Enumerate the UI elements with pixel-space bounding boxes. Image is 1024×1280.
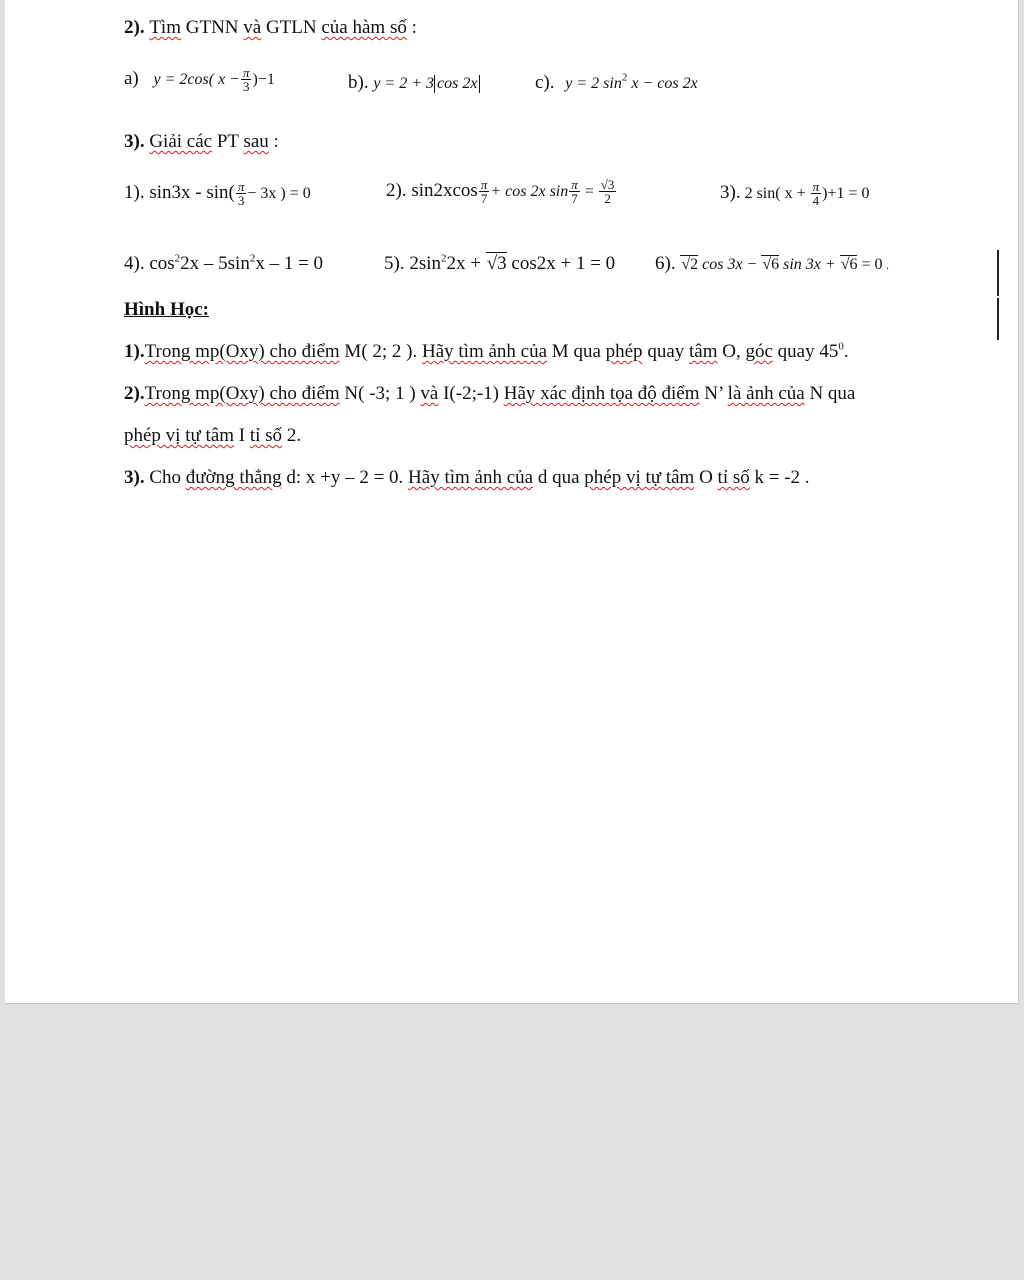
problem-text: Trong mp(Oxy) cho điểm [144, 341, 340, 362]
superscript: 2 [249, 252, 256, 265]
square-root: √6 [762, 256, 780, 273]
title-word: Giải các [149, 131, 213, 152]
superscript: 2 [621, 71, 628, 84]
math-text: = 0 [857, 256, 883, 273]
math-text: + cos 2x sin [490, 182, 569, 200]
math-text: cos2x + 1 = 0 [506, 253, 616, 274]
square-root: √6 [840, 256, 858, 273]
math-text: sin 3x + [779, 256, 840, 273]
problem-text: đường thẳng [185, 467, 282, 488]
problem-text: N qua [804, 383, 856, 404]
period: . [882, 257, 890, 272]
title-word: sau [243, 131, 269, 152]
geometry-problem-3 [124, 467, 810, 489]
math-text: cos 3x − [698, 256, 762, 273]
problem-number: 3). [124, 467, 145, 488]
problem-text: O [694, 467, 718, 488]
equation-2 [386, 178, 617, 205]
title-text: : [406, 17, 417, 38]
numerator: √3 [600, 177, 615, 192]
section-3-title [124, 131, 279, 153]
problem-text: phép vị tự tâm [124, 425, 235, 446]
math-text: x – 1 = 0 [255, 253, 324, 274]
text-cursor [997, 250, 999, 296]
fraction [479, 178, 490, 205]
problem-text: và [420, 383, 439, 404]
problem-text: N( -3; 1 ) [339, 383, 421, 404]
item-label: 1). [124, 181, 145, 203]
problem-text: là ảnh của [727, 383, 805, 404]
problem-number: 1). [124, 341, 145, 362]
math-text: y = 2cos( x − [153, 70, 240, 88]
problem-text: quay [642, 341, 689, 362]
geometry-problem-1 [124, 341, 849, 363]
problem-text: quay 45 [772, 341, 839, 362]
fraction [236, 180, 247, 207]
problem-text: Cho [144, 467, 186, 488]
title-text: GTLN [261, 17, 322, 38]
problem-text: N’ [699, 383, 728, 404]
item-label: c). [535, 72, 555, 93]
equation-3 [720, 180, 870, 207]
problem-text: d: x +y – 2 = 0. [281, 467, 409, 488]
problem-text: M qua [547, 341, 606, 362]
problem-text: phép vị tự tâm [584, 467, 695, 488]
denominator: 3 [242, 79, 250, 94]
math-text: 2sin [404, 253, 442, 274]
problem-text: tâm [689, 341, 718, 362]
problem-text: 2. [282, 425, 302, 446]
section-2-title [124, 17, 417, 39]
item-label: 6). [655, 253, 676, 274]
problem-number: 2). [124, 383, 145, 404]
fraction [811, 180, 822, 207]
problem-text: I(-2;-1) [438, 383, 504, 404]
square-root: √2 [681, 256, 699, 273]
problem-text: . [843, 341, 849, 362]
denominator: 2 [604, 191, 611, 206]
title-text: : [268, 131, 279, 152]
title-text: GTNN [181, 17, 244, 38]
geometry-problem-2 [124, 383, 855, 405]
math-text: 2x + [446, 253, 486, 274]
section-number: 3). [124, 131, 150, 152]
item-label: 2). [386, 179, 407, 201]
equation-5 [384, 253, 615, 275]
title-word: của hàm số [321, 17, 407, 38]
equation-4 [124, 253, 323, 275]
absolute-value: cos 2x [434, 75, 480, 93]
numerator: π [480, 177, 488, 192]
problem-text: O, [717, 341, 746, 362]
item-label: 5). [384, 253, 405, 274]
problem-text: Trong mp(Oxy) cho điểm [144, 383, 340, 404]
math-text: y = 2 sin [565, 75, 622, 92]
function-b [348, 72, 480, 94]
problem-text: góc [745, 341, 773, 362]
problem-text: Hãy tìm ảnh của [408, 467, 534, 488]
geometry-problem-2-cont [124, 425, 301, 447]
function-c [535, 72, 698, 94]
function-a [124, 66, 275, 93]
math-text: sin2xcos [406, 179, 478, 201]
text-cursor [997, 298, 999, 340]
math-text: x − cos 2x [627, 75, 698, 92]
fraction [599, 178, 617, 205]
math-text: sin3x - sin( [144, 181, 235, 203]
superscript: 0 [838, 340, 844, 353]
item-label: a) [124, 67, 139, 89]
math-text: 2x – 5sin [180, 253, 250, 274]
item-label: b). [348, 72, 369, 93]
problem-text: tỉ số [249, 425, 283, 446]
math-text: )−1 [252, 70, 275, 88]
numerator: π [812, 179, 820, 194]
title-text: PT [212, 131, 244, 152]
math-text: − 3x ) = 0 [247, 184, 311, 202]
item-label: 4). [124, 253, 145, 274]
denominator: 7 [571, 191, 578, 206]
math-text: cos [144, 253, 175, 274]
denominator: 3 [237, 193, 245, 208]
math-text: 2 sin( x + [740, 184, 810, 202]
fraction [241, 66, 252, 93]
equation-6 [655, 253, 889, 275]
problem-text: Hãy xác định tọa độ điểm [503, 383, 700, 404]
problem-text: k = -2 . [749, 467, 810, 488]
problem-text: M( 2; 2 ). [339, 341, 422, 362]
problem-text: phép [605, 341, 643, 362]
denominator: 4 [812, 193, 820, 208]
problem-text: Hãy tìm ảnh của [422, 341, 548, 362]
math-text: = [580, 182, 598, 200]
superscript: 2 [174, 252, 181, 265]
superscript: 2 [441, 252, 447, 265]
section-number: 2). [124, 17, 150, 38]
denominator: 7 [480, 191, 488, 206]
geometry-heading: Hình Học: [124, 299, 209, 320]
math-text: )+1 = 0 [822, 184, 870, 202]
math-text: y = 2 + 3 [373, 75, 435, 92]
fraction [569, 178, 580, 205]
equation-1 [124, 180, 311, 207]
problem-text: tỉ số [717, 467, 750, 488]
problem-text: I [234, 425, 250, 446]
title-word: Tìm [149, 17, 181, 38]
title-word: và [243, 17, 262, 38]
numerator: π [237, 179, 245, 194]
square-root: √3 [486, 253, 507, 274]
problem-text: d qua [533, 467, 585, 488]
item-label: 3). [720, 181, 741, 203]
numerator: π [242, 65, 250, 80]
numerator: π [571, 177, 578, 192]
